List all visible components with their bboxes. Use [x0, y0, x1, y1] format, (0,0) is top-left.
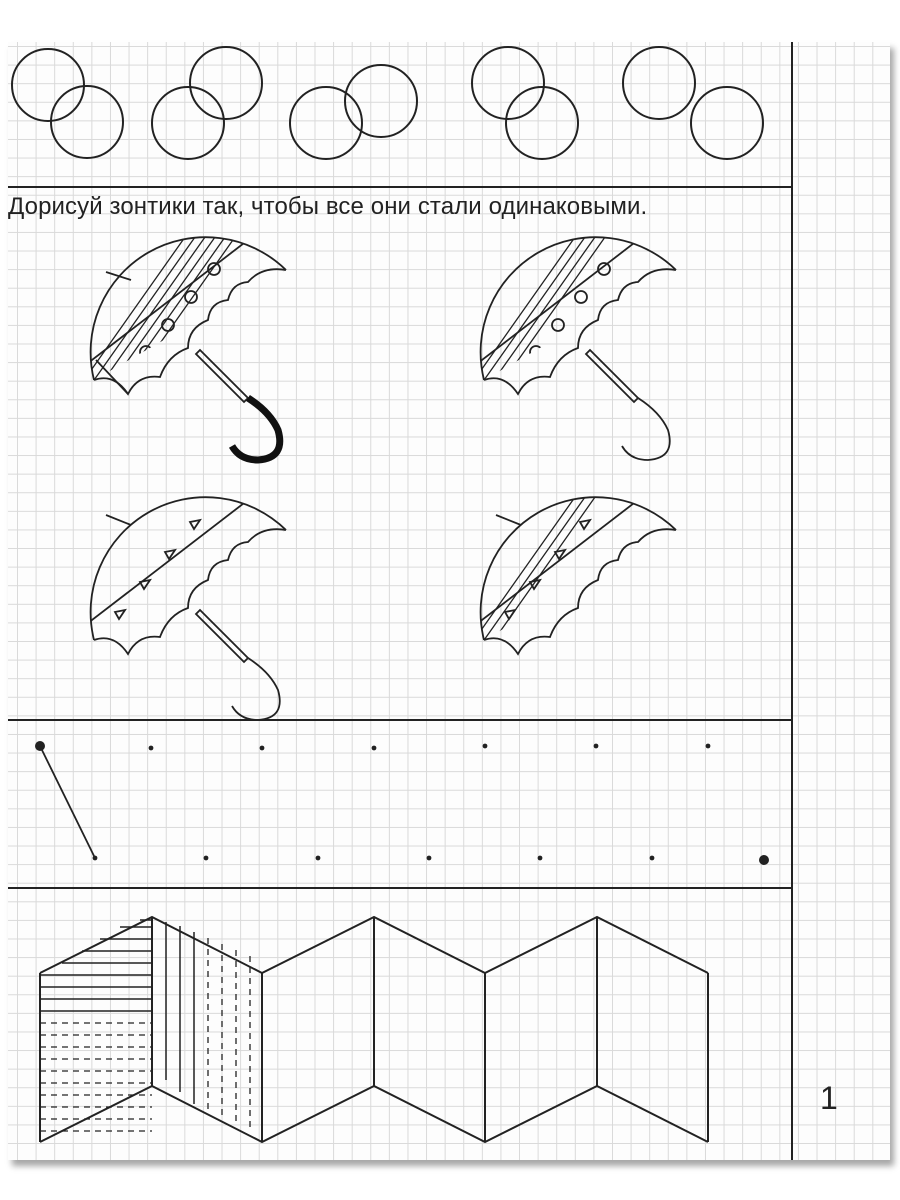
dot-zigzag-task	[35, 741, 769, 865]
umbrella-incomplete-2	[430, 200, 690, 460]
umbrella-complete	[40, 200, 300, 460]
folded-paper-strip	[40, 917, 708, 1142]
umbrella-incomplete-4	[430, 460, 690, 720]
umbrella-incomplete-3	[40, 460, 300, 720]
overlapping-circles-row	[12, 47, 763, 159]
page-number: 1	[820, 1080, 838, 1116]
task-instruction: Дорисуй зонтики так, чтобы все они стали одинаковыми.	[8, 193, 648, 220]
